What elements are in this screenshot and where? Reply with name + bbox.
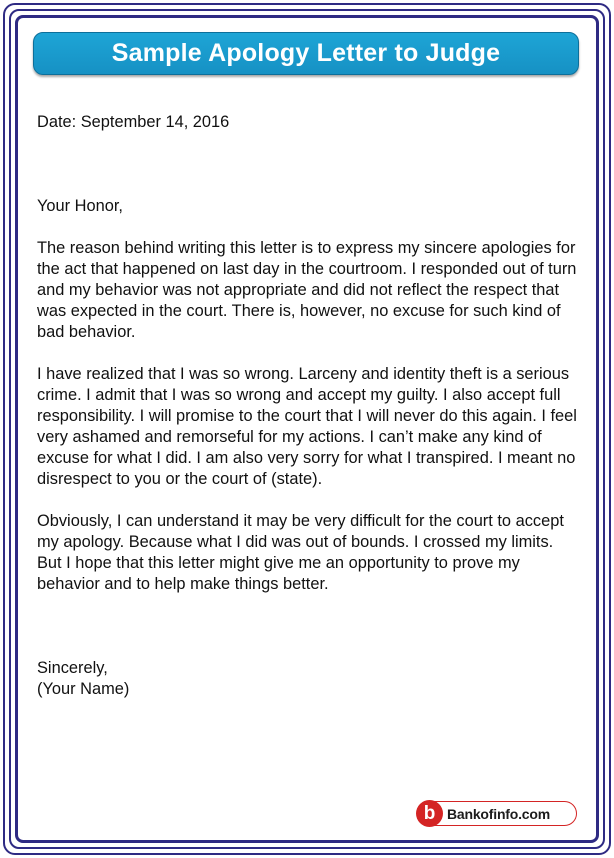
letter-greeting: Your Honor, (37, 197, 123, 215)
letter-paragraph-2: I have realized that I was so wrong. Larceny and identity theft is a serious crime. I admit that I was so wrong and accept my guilty. I also accept full responsibility. I will promise to the court that I will never do this again. I feel very ashamed and remorseful for my actions. I can’t make any kind of excuse for what I did. I am also very sorry for what I transpired. I meant no disrespect to you or the court of (state). (37, 365, 577, 488)
logo-text: Bankofinfo.com (447, 805, 550, 822)
title-banner (33, 32, 579, 75)
letter-paragraph-3: Obviously, I can understand it may be very difficult for the court to accept my apology. Because what I did was out of bounds. I crossed my limits. But I hope that this letter might give me an opportunity to prove my behavior and to help make things better. (37, 512, 564, 593)
letter-date: Date: September 14, 2016 (37, 113, 230, 131)
page-title: Sample Apology Letter to Judge (111, 39, 501, 67)
letter-closing: Sincerely, (37, 659, 108, 677)
logo-b-icon: b (416, 800, 443, 827)
letter-signature: (Your Name) (37, 680, 130, 698)
letter-paragraph-1: The reason behind writing this letter is to express my sincere apologies for the act that happened on last day in the courtroom. I responded out of turn and my behavior was not appropriate and did not reflect the respect that was expected in the court. There is, however, no excuse for such kind of bad behavior. (37, 239, 577, 341)
letter-body (37, 112, 582, 700)
site-logo[interactable] (417, 801, 577, 826)
